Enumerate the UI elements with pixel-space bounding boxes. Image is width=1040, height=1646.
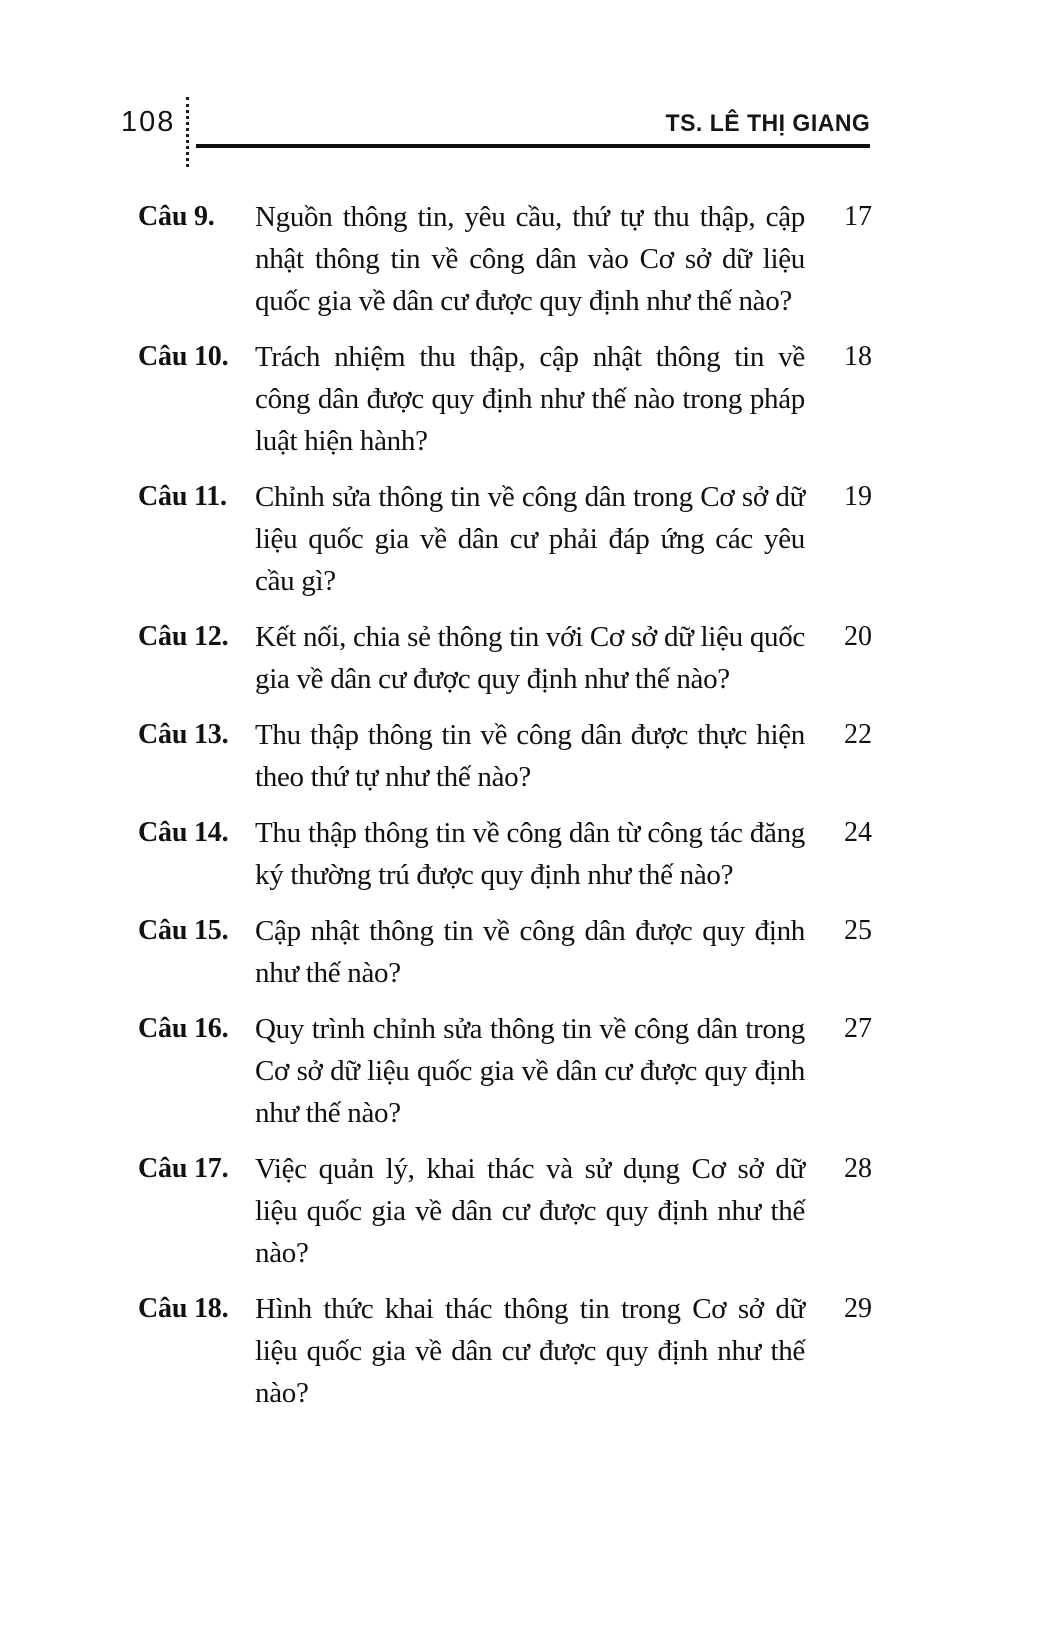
toc-entry-label: Câu 18. (138, 1293, 229, 1324)
dotted-divider-ornament (186, 97, 189, 167)
toc-entry-page-number: 18 (844, 341, 872, 372)
toc-entry-label: Câu 15. (138, 915, 229, 946)
toc-entry-label: Câu 16. (138, 1013, 229, 1044)
toc-entry-text: Cập nhật thông tin về công dân được quy định như thế nào? (255, 915, 805, 989)
toc-entry (138, 1148, 872, 1274)
toc-entry-page-number: 27 (844, 1013, 872, 1044)
toc-entry-text: Quy trình chỉnh sửa thông tin về công dân trong Cơ sở dữ liệu quốc gia về dân cư được quy định như thế nào? (255, 1013, 805, 1129)
toc-entry-text: Thu thập thông tin về công dân từ công tác đăng ký thường trú được quy định như thế nào? (255, 817, 805, 891)
toc-entry-label: Câu 9. (138, 201, 215, 232)
toc-entry-page-number: 28 (844, 1153, 872, 1184)
toc-entry-page-number: 24 (844, 817, 872, 848)
toc-entry (138, 476, 872, 602)
toc-entry-text: Chỉnh sửa thông tin về công dân trong Cơ sở dữ liệu quốc gia về dân cư phải đáp ứng các yêu cầu gì? (255, 481, 805, 597)
toc-entry (138, 336, 872, 462)
toc-entry-page-number: 17 (844, 201, 872, 232)
toc-entry-label: Câu 12. (138, 621, 229, 652)
toc-entry-text: Trách nhiệm thu thập, cập nhật thông tin về công dân được quy định như thế nào trong pháp luật hiện hành? (255, 341, 805, 457)
toc-entry-label: Câu 13. (138, 719, 229, 750)
page-number: 108 (121, 106, 176, 138)
toc-entry-page-number: 29 (844, 1293, 872, 1324)
toc-entry-label: Câu 10. (138, 341, 229, 372)
toc-entry-text: Nguồn thông tin, yêu cầu, thứ tự thu thập, cập nhật thông tin về công dân vào Cơ sở dữ liệu quốc gia về dân cư được quy định như thế nào? (255, 201, 805, 317)
toc-entry-label: Câu 11. (138, 481, 227, 512)
toc-entry-page-number: 19 (844, 481, 872, 512)
toc-list (138, 196, 872, 1428)
toc-entry-text: Hình thức khai thác thông tin trong Cơ sở dữ liệu quốc gia về dân cư được quy định như thế nào? (255, 1293, 805, 1409)
toc-entry (138, 616, 872, 700)
toc-entry (138, 196, 872, 322)
toc-entry (138, 714, 872, 798)
running-head-author: TS. LÊ THỊ GIANG (665, 110, 870, 137)
toc-entry (138, 812, 872, 896)
toc-entry-text: Thu thập thông tin về công dân được thực hiện theo thứ tự như thế nào? (255, 719, 805, 793)
toc-entry-page-number: 25 (844, 915, 872, 946)
toc-entry-text: Việc quản lý, khai thác và sử dụng Cơ sở dữ liệu quốc gia về dân cư được quy định như thế nào? (255, 1153, 805, 1269)
header-rule (196, 144, 870, 148)
toc-entry (138, 910, 872, 994)
toc-entry-page-number: 22 (844, 719, 872, 750)
toc-entry-label: Câu 14. (138, 817, 229, 848)
toc-entry-text: Kết nối, chia sẻ thông tin với Cơ sở dữ liệu quốc gia về dân cư được quy định như thế nào? (255, 621, 805, 695)
toc-entry (138, 1288, 872, 1414)
toc-entry-page-number: 20 (844, 621, 872, 652)
toc-entry-label: Câu 17. (138, 1153, 229, 1184)
toc-entry (138, 1008, 872, 1134)
